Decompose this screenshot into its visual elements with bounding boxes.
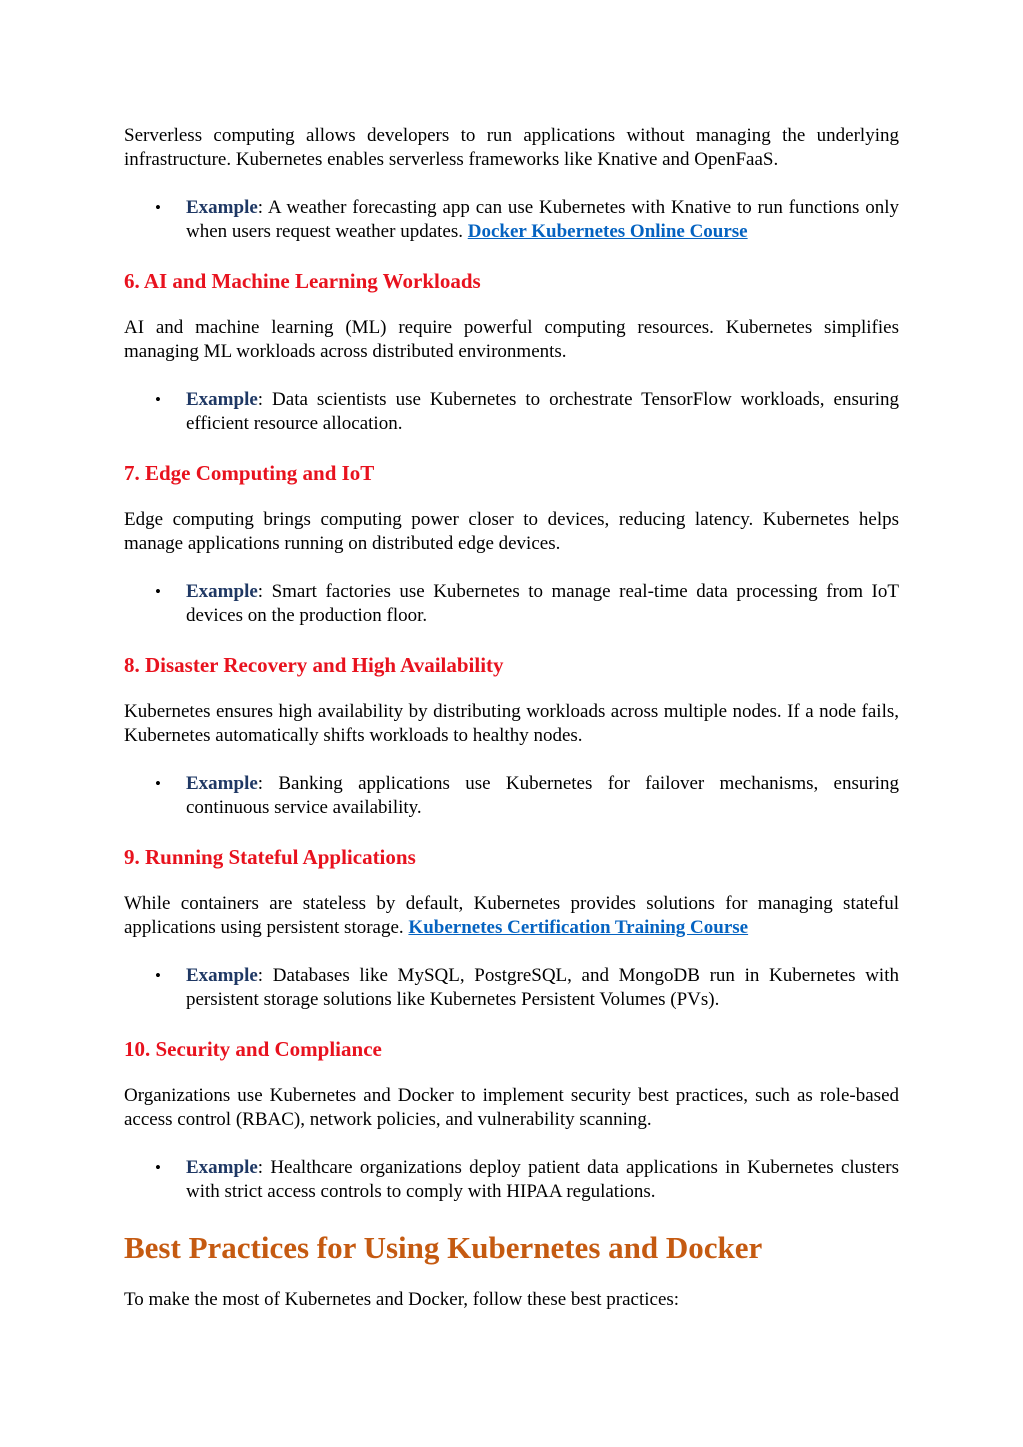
intro-paragraph: Serverless computing allows developers to run applications without managing the underlying infrastructure. Kubernetes enables serverless frameworks like Knative and OpenFaaS.	[124, 125, 899, 170]
example-label: Example	[186, 1157, 258, 1178]
bullet-icon: •	[155, 966, 161, 985]
section-paragraph	[124, 892, 899, 940]
list-item	[124, 772, 899, 820]
section-paragraph: Edge computing brings computing power closer to devices, reducing latency. Kubernetes helps manage applications running on distributed edge devices.	[124, 509, 899, 554]
best-practices-heading: Best Practices for Using Kubernetes and Docker	[124, 1230, 763, 1265]
example-text: : Databases like MySQL, PostgreSQL, and MongoDB run in Kubernetes with persistent storage solutions like Kubernetes Persistent Volumes (PVs).	[186, 965, 899, 1010]
example-label: Example	[186, 965, 258, 986]
section-paragraph-text: While containers are stateless by default, Kubernetes provides solutions for managing stateful applications using persistent storage.	[124, 893, 899, 938]
section-heading-edge-iot: 7. Edge Computing and IoT	[124, 461, 375, 485]
section-paragraph: Kubernetes ensures high availability by distributing workloads across multiple nodes. If a node fails, Kubernetes automatically shifts workloads to healthy nodes.	[124, 701, 899, 746]
example-label: Example	[186, 197, 258, 218]
example-list	[124, 388, 899, 436]
bullet-icon: •	[155, 390, 161, 409]
bullet-icon: •	[155, 1158, 161, 1177]
example-text: : Smart factories use Kubernetes to manage real-time data processing from IoT devices on the production floor.	[186, 581, 899, 626]
document-page	[124, 124, 899, 1312]
best-practices-paragraph: To make the most of Kubernetes and Docker, follow these best practices:	[124, 1289, 680, 1310]
example-text: : A weather forecasting app can use Kubernetes with Knative to run functions only when users request weather updates.	[186, 197, 899, 242]
bullet-icon: •	[155, 774, 161, 793]
list-item	[124, 1156, 899, 1204]
example-list	[124, 580, 899, 628]
section-heading-disaster-recovery: 8. Disaster Recovery and High Availability	[124, 653, 504, 677]
section-heading-security-compliance: 10. Security and Compliance	[124, 1037, 382, 1061]
bullet-icon: •	[155, 198, 161, 217]
example-list	[124, 772, 899, 820]
section-heading-stateful-apps: 9. Running Stateful Applications	[124, 845, 416, 869]
example-text: : Healthcare organizations deploy patient data applications in Kubernetes clusters with strict access controls to comply with HIPAA regulations.	[186, 1157, 899, 1202]
example-text: : Banking applications use Kubernetes for failover mechanisms, ensuring continuous service availability.	[186, 773, 899, 818]
example-list	[124, 964, 899, 1012]
bullet-icon: •	[155, 582, 161, 601]
example-label: Example	[186, 389, 258, 410]
docker-kubernetes-course-link[interactable]: Docker Kubernetes Online Course	[467, 221, 748, 242]
list-item	[124, 964, 899, 1012]
example-text: : Data scientists use Kubernetes to orchestrate TensorFlow workloads, ensuring efficient resource allocation.	[186, 389, 899, 434]
section-paragraph: Organizations use Kubernetes and Docker to implement security best practices, such as role-based access control (RBAC), network policies, and vulnerability scanning.	[124, 1085, 899, 1130]
intro-example-list	[124, 196, 899, 244]
kubernetes-certification-course-link[interactable]: Kubernetes Certification Training Course	[408, 917, 749, 938]
list-item	[124, 196, 899, 244]
example-list	[124, 1156, 899, 1204]
list-item	[124, 388, 899, 436]
section-paragraph: AI and machine learning (ML) require powerful computing resources. Kubernetes simplifies managing ML workloads across distributed environments.	[124, 317, 899, 362]
section-heading-ai-ml: 6. AI and Machine Learning Workloads	[124, 269, 481, 293]
example-label: Example	[186, 773, 258, 794]
list-item	[124, 580, 899, 628]
example-label: Example	[186, 581, 258, 602]
